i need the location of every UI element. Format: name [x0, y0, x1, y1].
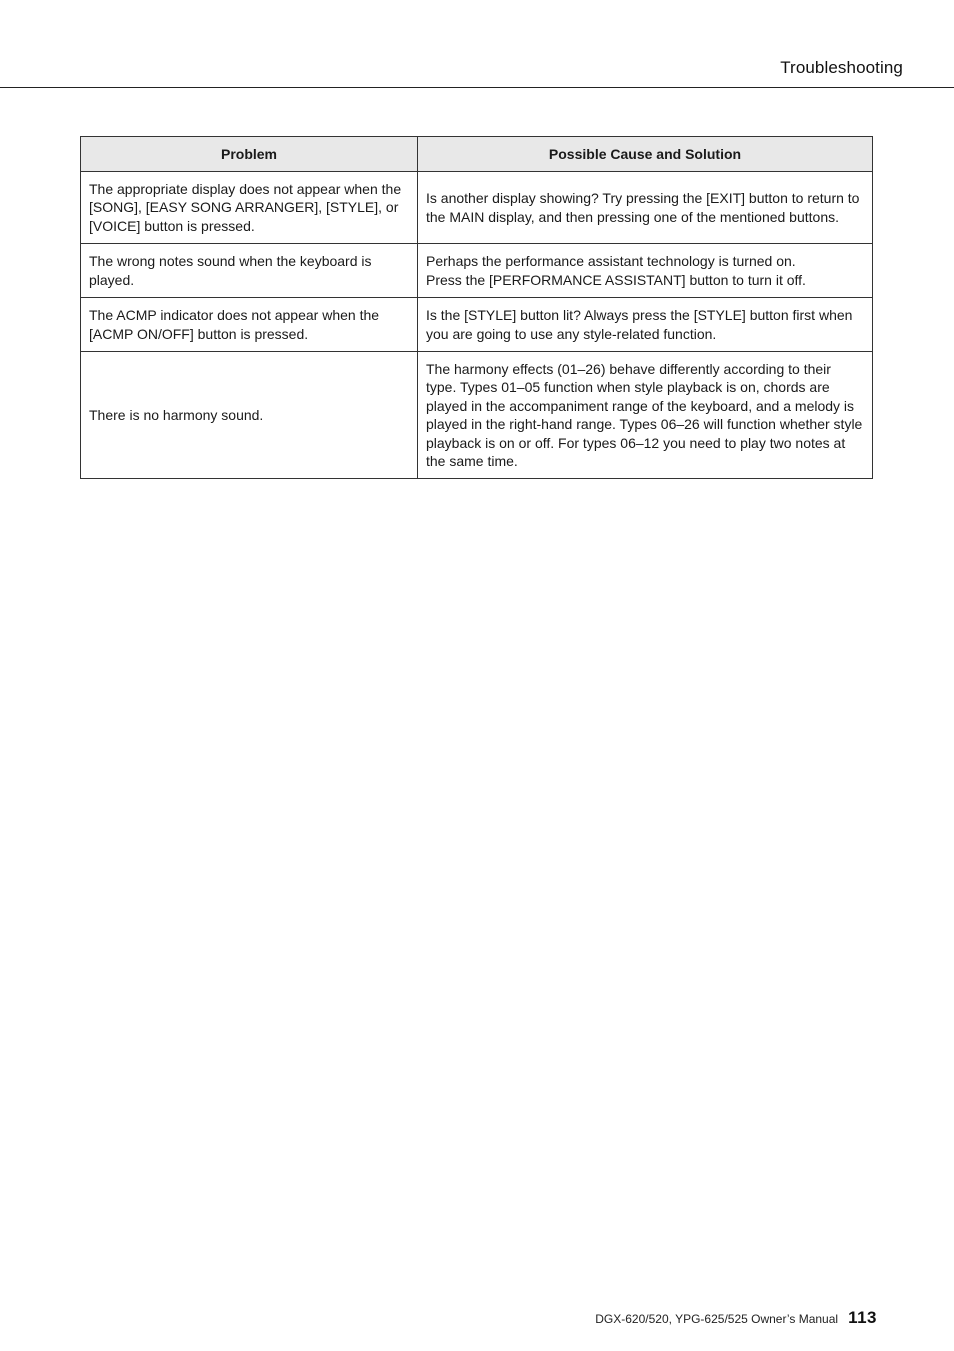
solution-cell: Is another display showing? Try pressing the [EXIT] button to return to the MAIN display, and then pressing one of the mentioned buttons. [418, 172, 873, 244]
table-row [81, 298, 873, 352]
section-title: Troubleshooting [780, 58, 903, 77]
problem-cell: There is no harmony sound. [81, 352, 418, 479]
problem-cell: The ACMP indicator does not appear when the [ACMP ON/OFF] button is pressed. [81, 298, 418, 352]
solution-cell: Perhaps the performance assistant technology is turned on. Press the [PERFORMANCE ASSISTANT] button to turn it off. [418, 244, 873, 298]
table-row [81, 172, 873, 244]
solution-cell: The harmony effects (01–26) behave differently according to their type. Types 01–05 function when style playback is on, chords are played in the accompaniment range of the keyboard, and a melody is played in the right-hand range. Types 06–26 will function whether style playback is on or off. For types 06–12 you need to play two notes at the same time. [418, 352, 873, 479]
table-row [81, 352, 873, 479]
page-header [0, 0, 954, 88]
manual-name: DGX-620/520, YPG-625/525 Owner’s Manual [595, 1312, 839, 1326]
troubleshooting-table [80, 136, 873, 479]
table-header-row [81, 137, 873, 172]
table-row [81, 244, 873, 298]
column-header-problem: Problem [81, 137, 418, 172]
problem-cell: The wrong notes sound when the keyboard is played. [81, 244, 418, 298]
problem-cell: The appropriate display does not appear when the [SONG], [EASY SONG ARRANGER], [STYLE], or [VOICE] button is pressed. [81, 172, 418, 244]
solution-cell: Is the [STYLE] button lit? Always press the [STYLE] button first when you are going to use any style-related function. [418, 298, 873, 352]
page-number: 113 [848, 1308, 877, 1327]
page-footer [595, 1308, 877, 1328]
column-header-solution: Possible Cause and Solution [418, 137, 873, 172]
